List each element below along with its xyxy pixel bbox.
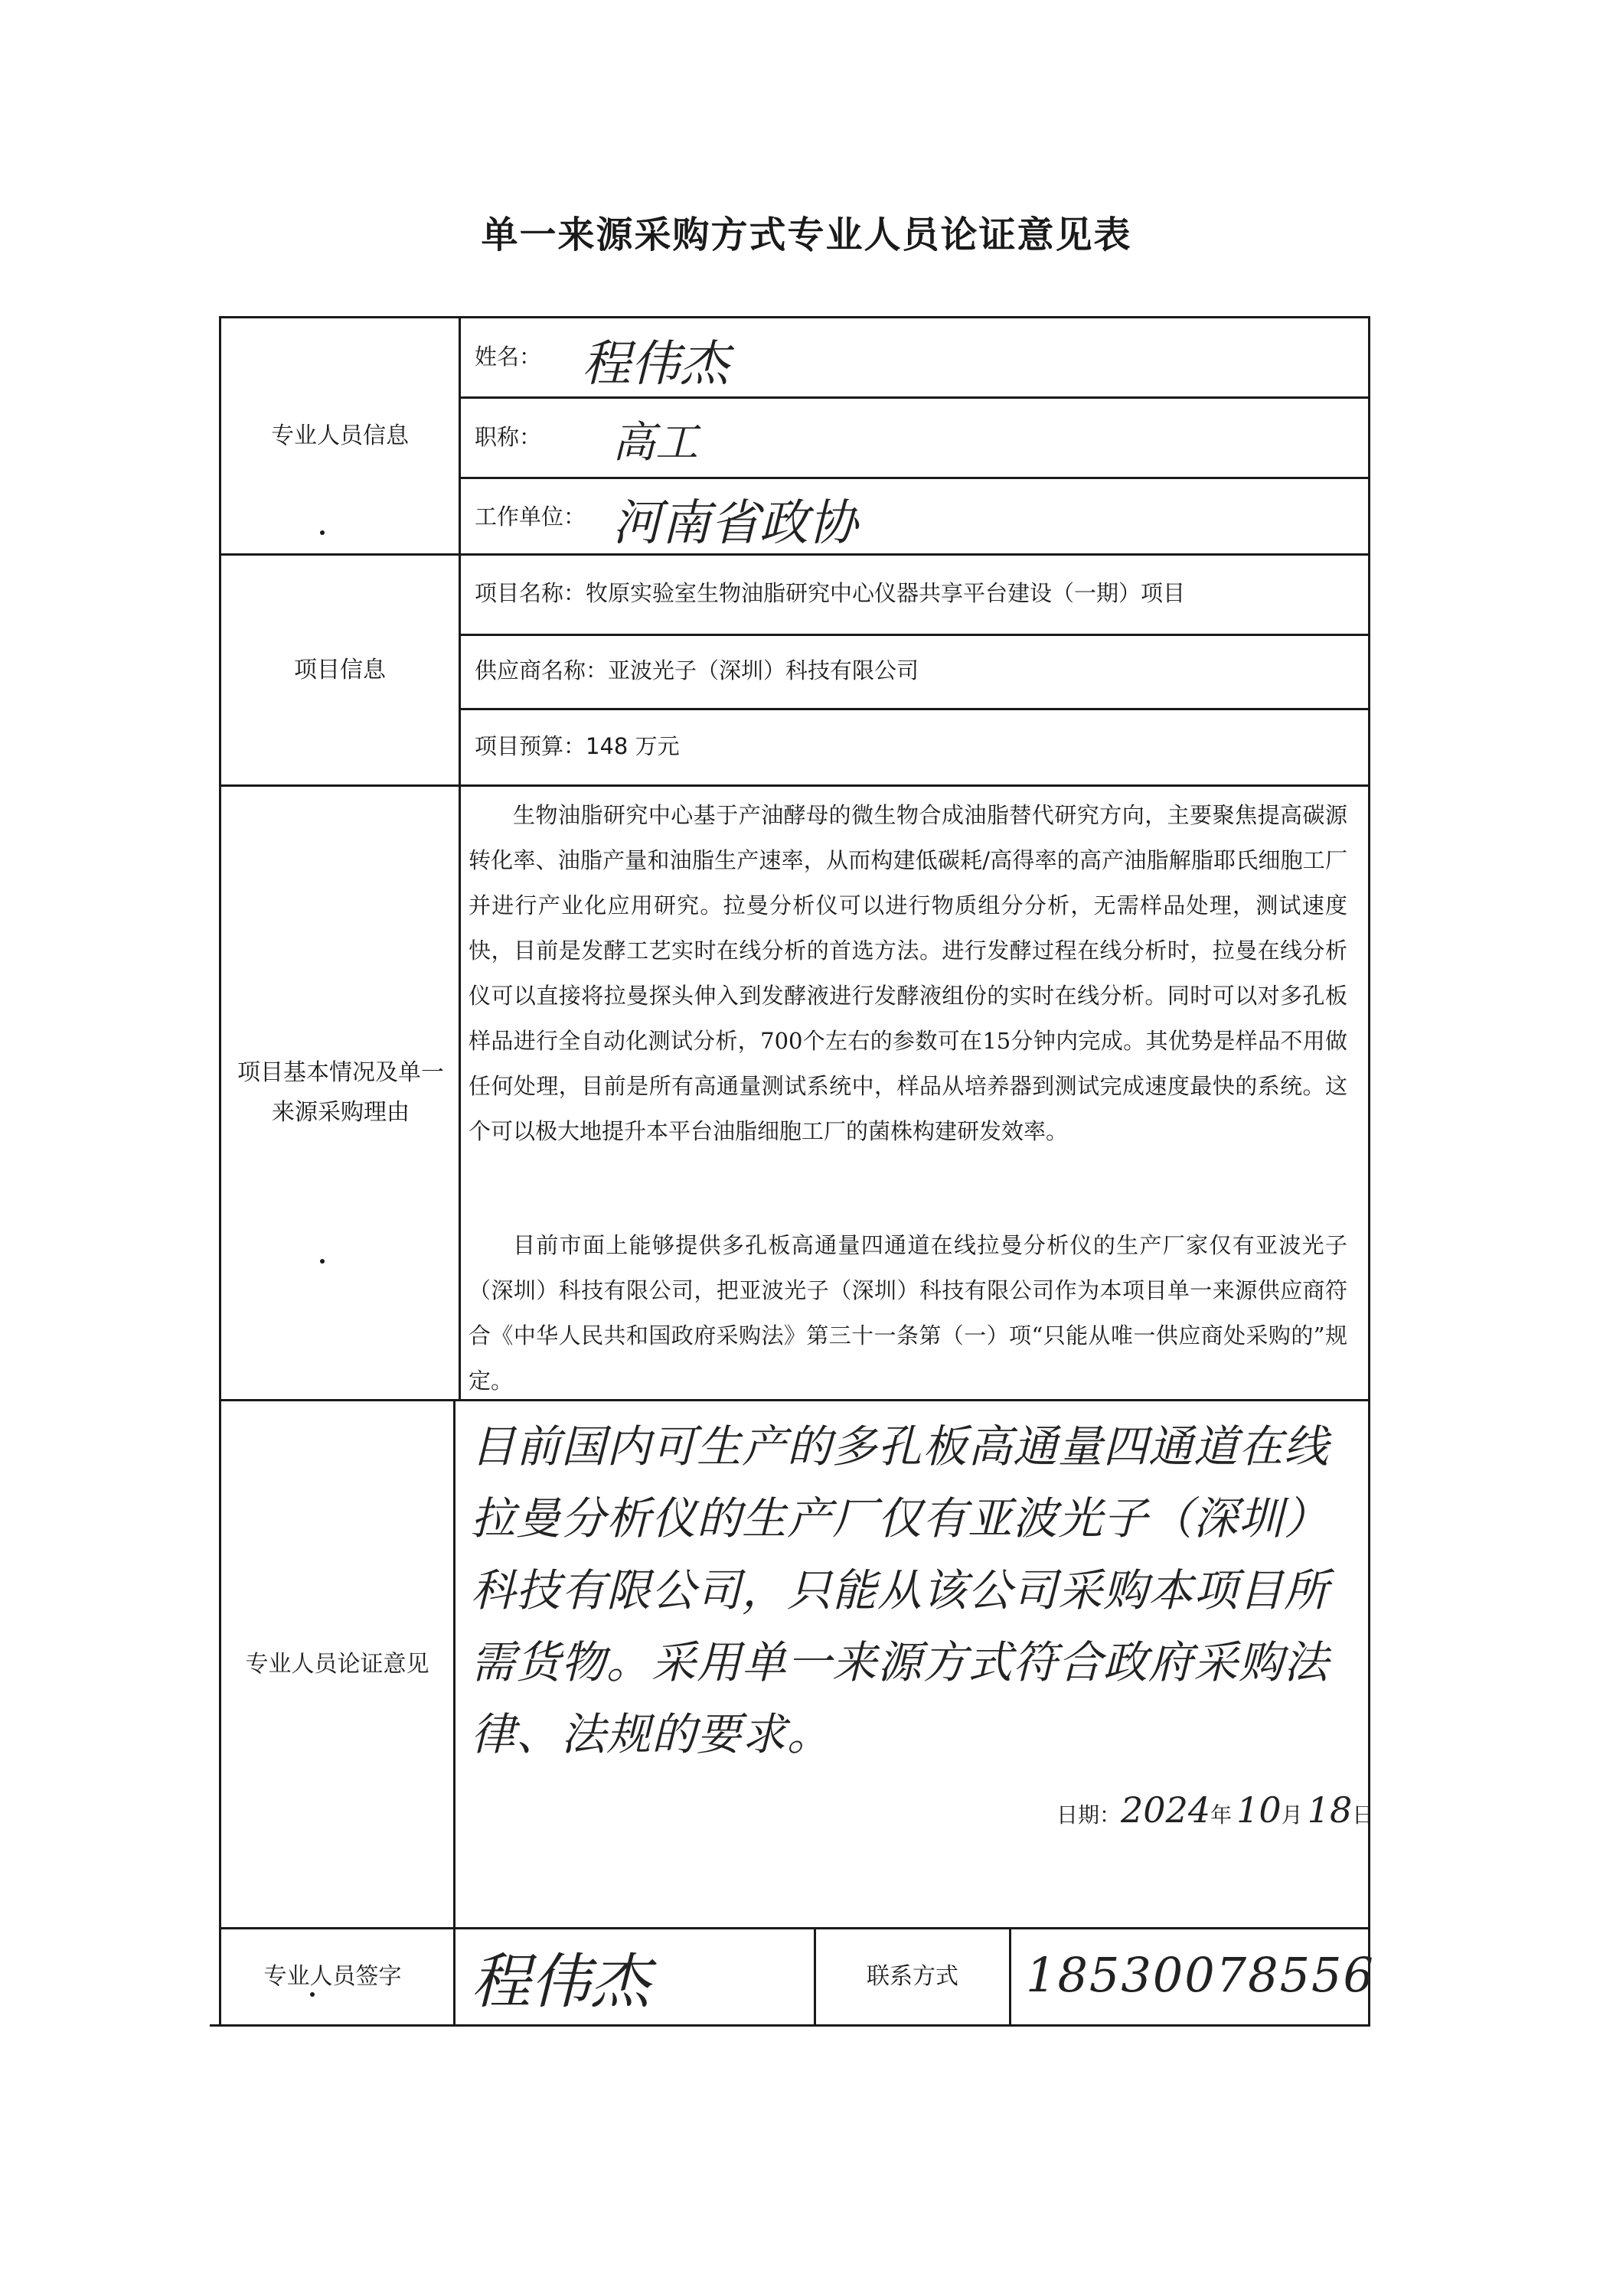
signature-section-label: 专业人员签字 (263, 1963, 402, 1990)
opinion-section-label: 专业人员论证意见 (245, 1650, 429, 1678)
opinion-handwritten-text: 目前国内可生产的多孔板高通量四通道在线拉曼分析仪的生产厂仅有亚波光子（深圳）科技有限公司，只能从该公司采购本项目所需货物。采用单一来源方式符合政府采购法律、法规的要求。 (471, 1420, 1330, 1760)
project-budget: 项目预算：148 万元 (475, 733, 680, 759)
contact-value: 18530078556 (1026, 1947, 1375, 2003)
signature-value: 程伟杰 (471, 1948, 651, 2017)
project-section-label: 项目信息 (294, 656, 386, 683)
project-name: 项目名称：牧原实验室生物油脂研究中心仪器共享平台建设（一期）项目 (475, 580, 1186, 606)
scan-mark (310, 1992, 315, 1997)
job-title-label: 职称： (475, 424, 542, 450)
employer-value: 河南省政协 (612, 495, 857, 552)
date-day: 18 (1307, 1789, 1353, 1831)
job-title-value: 高工 (612, 418, 698, 468)
contact-label: 联系方式 (867, 1963, 958, 1990)
scan-mark (320, 530, 325, 535)
date-day-unit: 日 (1352, 1802, 1374, 1828)
supplier-name: 供应商名称：亚波光子（深圳）科技有限公司 (475, 657, 919, 683)
reason-paragraph-2: 目前市面上能够提供多孔板高通量四通道在线拉曼分析仪的生产厂家仅有亚波光子（深圳）科技有限公司，把亚波光子（深圳）科技有限公司作为本项目单一来源供应商符合《中华人民共和国政府采购法》第三十一条第（一）项“只能从唯一供应商处采购的”规定。 (469, 1232, 1347, 1394)
form-title: 单一来源采购方式专业人员论证意见表 (481, 214, 1132, 256)
name-value: 程伟杰 (582, 336, 729, 393)
date-label: 日期： (1056, 1802, 1122, 1828)
reason-paragraph-1: 生物油脂研究中心基于产油酵母的微生物合成油脂替代研究方向，主要聚焦提高碳源转化率、油脂产量和油脂生产速率，从而构建低碳耗/高得率的高产油脂解脂耶氏细胞工厂并进行产业化应用研究。拉曼分析仪可以进行物质组分分析，无需样品处理，测试速度快，目前是发酵工艺实时在线分析的首选方法。进行发酵过程在线分析时，拉曼在线分析仪可以直接将拉曼探头伸入到发酵液进行发酵液组份的实时在线分析。同时可以对多孔板样品进行全自动化测试分析，700个左右的参数可在15分钟内完成。其优势是样品不用做任何处理，目前是所有高通量测试系统中，样品从培养器到测试完成速度最快的系统。这个可以极大地提升本平台油脂细胞工厂的菌株构建研发效率。 (469, 802, 1347, 1144)
personnel-section-label: 专业人员信息 (271, 422, 409, 449)
name-label: 姓名： (475, 344, 542, 370)
date-year: 2024 (1121, 1789, 1211, 1831)
employer-label: 工作单位： (475, 504, 586, 530)
date-month: 10 (1236, 1789, 1282, 1831)
scan-mark (320, 1259, 325, 1264)
date-month-unit: 月 (1281, 1802, 1303, 1828)
opinion-date (1056, 1789, 1373, 1831)
reason-section-label: 项目基本情况及单一来源采购理由 (237, 1059, 444, 1126)
date-year-unit: 年 (1210, 1802, 1233, 1828)
